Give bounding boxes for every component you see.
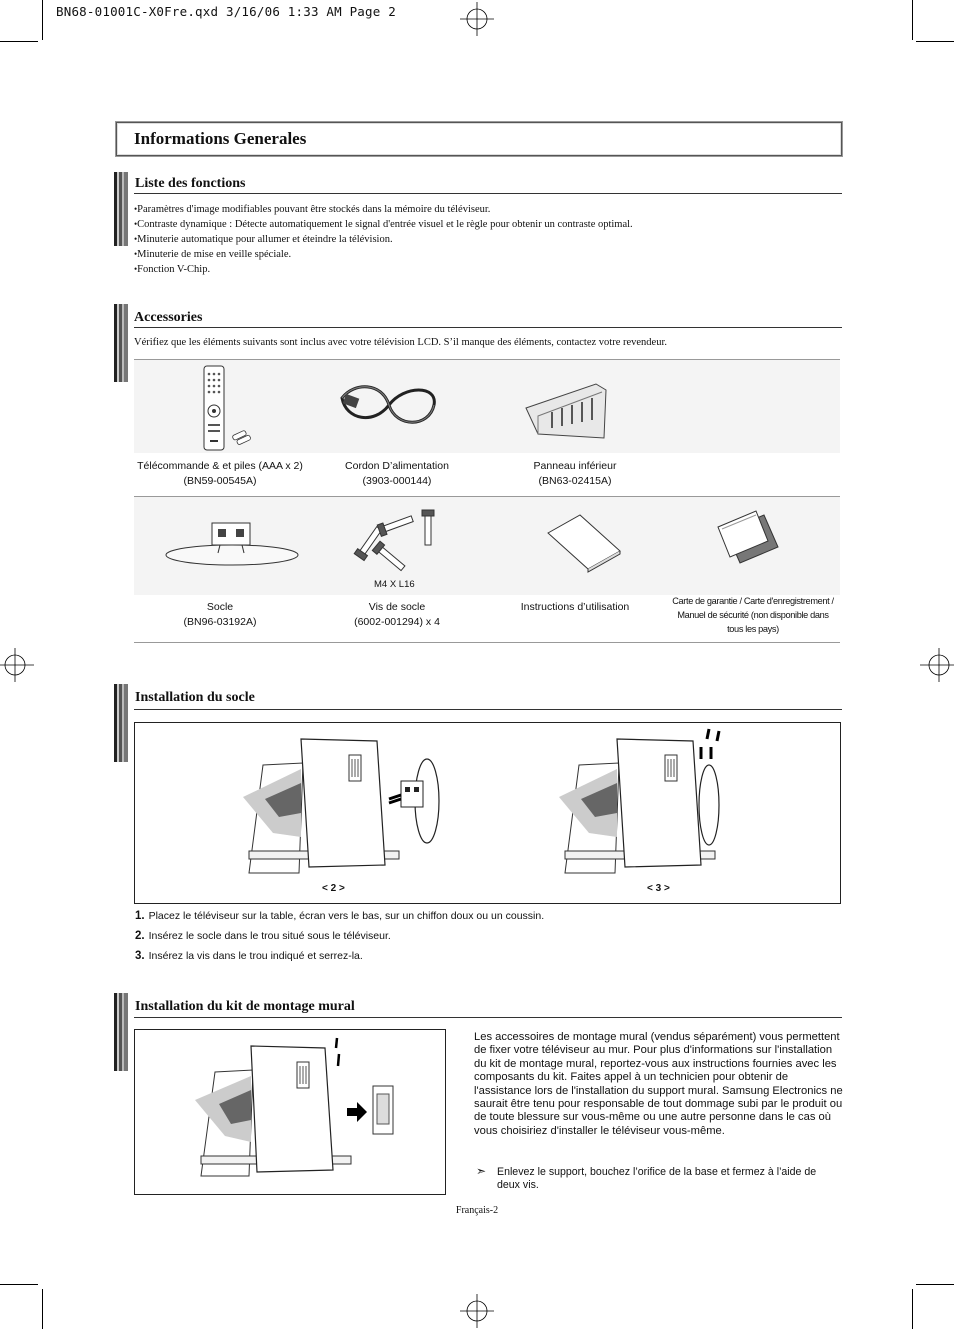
section-marker — [114, 684, 128, 762]
stand-step-3-illustration — [551, 727, 791, 883]
accessories-title: Accessories — [134, 310, 203, 325]
list-item: • Contraste dynamique : Détecte automatiquement le signal d'entrée visuel et le règle pour obtenir un contraste optimal. — [134, 217, 633, 232]
wall-mount-note: Enlevez le support, bouchez l’orifice de la base et fermez à l’aide de deux vis. — [497, 1166, 817, 1191]
screws-icon — [348, 505, 448, 577]
step-2: 2. Insérez le socle dans le trou situé sous le téléviseur. — [135, 930, 391, 942]
crop-mark — [912, 0, 913, 40]
file-slug: BN68-01001C-X0Fre.qxd 3/16/06 1:33 AM Page 2 — [56, 4, 396, 19]
accessory-caption: Télécommande & et piles (AAA x 2) (BN59-00545A) — [137, 460, 303, 487]
warranty-card-icon — [712, 507, 782, 567]
accessories-intro: Vérifiez que les éléments suivants sont inclus avec votre télévision LCD. S’il manque des éléments, contactez votre revendeur. — [134, 337, 667, 348]
power-cord-icon — [334, 380, 444, 430]
accessory-caption: Carte de garantie / Carte d'enregistrement / Manuel de sécurité (non disponible dans tous les pays) — [672, 596, 834, 634]
page-title: Informations Generales — [134, 129, 307, 148]
list-item: • Minuterie automatique pour allumer et éteindre la télévision. — [134, 232, 633, 247]
bottom-panel-icon — [518, 378, 618, 448]
remote-control-icon — [198, 364, 258, 452]
registration-mark-icon — [460, 1294, 494, 1328]
crop-mark — [912, 1289, 913, 1329]
wall-mount-paragraph: Les accessoires de montage mural (vendus séparément) vous permettent de fixer votre téléviseur au mur. Pour plus d'informations sur l'installation du kit de montage mural, reportez-vous aux instructions fournies avec les composants du kit. Faites appel à un technicien pour obtenir de l'assistance lors de l'installation du support mural. Samsung Electronics ne saurait être tenu pour responsable de tout dommage subi par le produit ou de toute blessure sur vous-même ou une autre personne dans le cas où vous choisiriez d'installer le téléviseur vous-même. — [474, 1031, 843, 1137]
wall-mount-illustration — [191, 1036, 431, 1186]
crop-mark — [0, 1284, 38, 1285]
step-1: 1. Placez le téléviseur sur la table, écran vers le bas, sur un chiffon doux ou un coussin. — [135, 910, 545, 922]
list-item: • Fonction V-Chip. — [134, 262, 633, 277]
stand-step-2-illustration — [235, 733, 475, 883]
stand-figure-frame — [134, 722, 841, 904]
main-title-bar — [116, 122, 842, 156]
section-marker — [114, 304, 128, 382]
accessories-row-1 — [134, 360, 840, 453]
manual-icon — [542, 511, 626, 573]
wall-mount-figure-frame — [134, 1029, 446, 1195]
crop-mark — [916, 41, 954, 42]
registration-mark-icon — [920, 648, 954, 682]
section-rule — [134, 1017, 842, 1018]
section-marker — [114, 993, 128, 1071]
accessory-caption: Instructions d’utilisation — [520, 601, 630, 613]
features-list — [134, 202, 633, 277]
features-title: Liste des fonctions — [135, 176, 246, 191]
stand-icon — [162, 517, 302, 569]
list-item: • Paramètres d'image modifiables pouvant être stockés dans la mémoire du téléviseur. — [134, 202, 633, 217]
step-3: 3. Insérez la vis dans le trou indiqué et serrez-la. — [135, 950, 363, 962]
screw-size-label: M4 X L16 — [374, 579, 415, 590]
divider — [134, 642, 840, 643]
crop-mark — [0, 41, 38, 42]
accessory-caption: Cordon D’alimentation (3903-000144) — [345, 460, 449, 487]
registration-mark-icon — [460, 2, 494, 36]
figure-label-3: < 3 > — [647, 883, 670, 894]
crop-mark — [42, 1289, 43, 1329]
wall-mount-title: Installation du kit de montage mural — [135, 999, 355, 1014]
crop-mark — [42, 0, 43, 40]
figure-label-2: < 2 > — [322, 883, 345, 894]
section-rule — [134, 327, 842, 328]
accessory-caption: Vis de socle (6002-001294) x 4 — [354, 601, 440, 628]
section-rule — [134, 193, 842, 194]
accessory-caption: Panneau inférieur (BN63-02415A) — [533, 460, 617, 487]
stand-title: Installation du socle — [135, 690, 255, 705]
section-rule — [134, 709, 842, 710]
crop-mark — [916, 1284, 954, 1285]
list-item: • Minuterie de mise en veille spéciale. — [134, 247, 633, 262]
page-number: Français-2 — [455, 1205, 499, 1216]
note-arrow-icon: ➣ — [476, 1164, 487, 1178]
accessory-caption: Socle (BN96-03192A) — [183, 601, 257, 628]
registration-mark-icon — [0, 648, 34, 682]
section-marker — [114, 172, 128, 246]
accessories-row-2 — [134, 497, 840, 595]
